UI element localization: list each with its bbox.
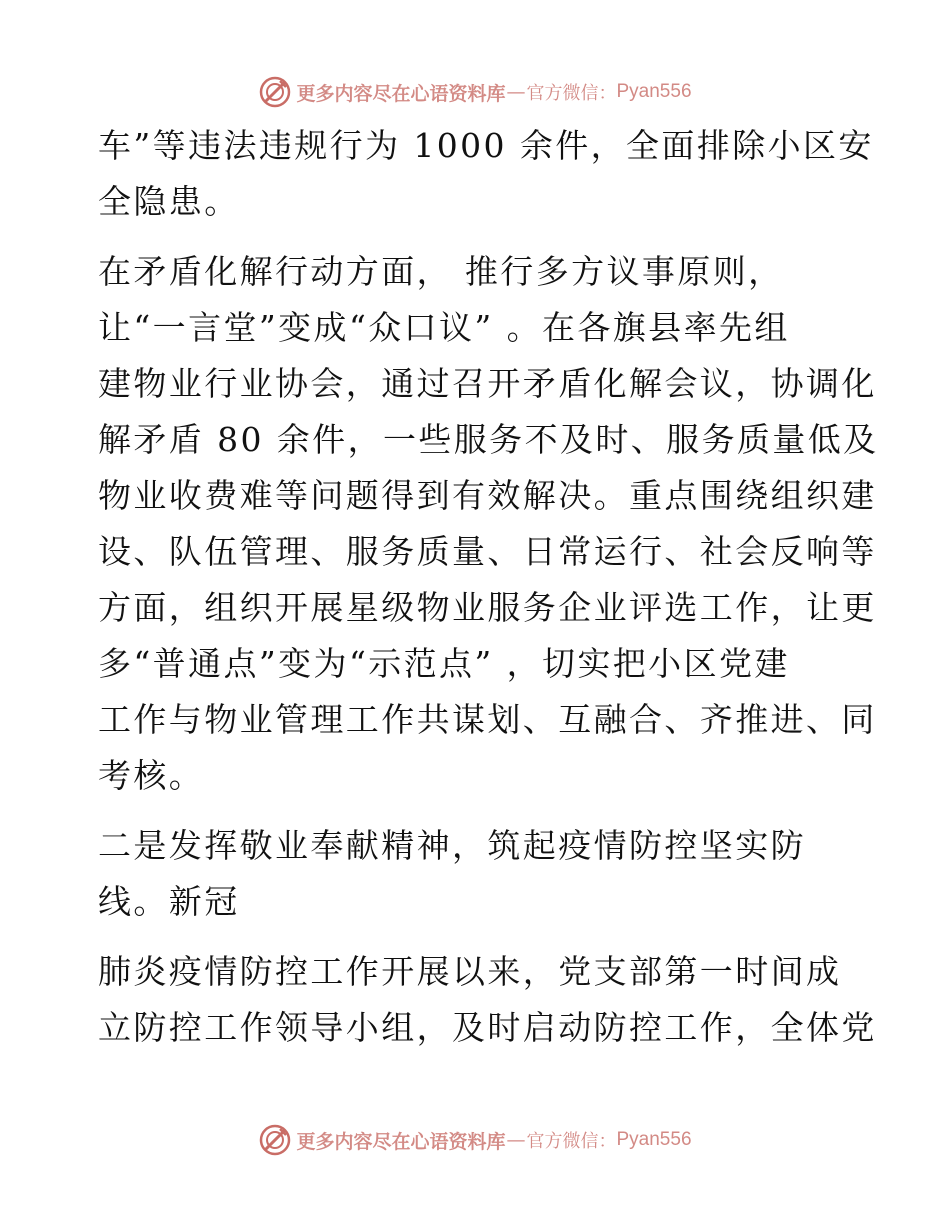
text-line: 二是发挥敬业奉献精神，筑起疫情防控坚实防 <box>98 826 806 865</box>
text-line: 全隐患。 <box>98 182 240 221</box>
watermark-brand: 更多内容尽在心语资料库 <box>296 1130 506 1153</box>
paragraph-4 <box>98 944 877 1056</box>
document-body <box>98 118 879 1056</box>
text-line: 车”等违法违规行为 1000 余件，全面排除小区安 <box>98 126 874 165</box>
text-line: 物业收费难等问题得到有效解决。重点围绕组织建 <box>98 476 877 515</box>
watermark-account: Pyan556 <box>616 81 692 102</box>
paragraph-2 <box>98 244 879 804</box>
watermark-brand: 更多内容尽在心语资料库 <box>296 82 506 105</box>
text-line: 立防控工作领导小组，及时启动防控工作，全体党 <box>98 1008 877 1047</box>
watermark-account: Pyan556 <box>616 1129 692 1150</box>
text-line: 肺炎疫情防控工作开展以来，党支部第一时间成 <box>98 952 842 991</box>
logo-seal-icon <box>258 75 292 109</box>
footer-watermark <box>0 1120 950 1160</box>
paragraph-3 <box>98 818 858 930</box>
paragraph-1 <box>98 118 874 230</box>
text-line: 方面，组织开展星级物业服务企业评选工作，让更 <box>98 588 877 627</box>
text-line: 工作与物业管理工作共谋划、互融合、齐推进、同 <box>98 700 877 739</box>
watermark-dash: — <box>506 1129 526 1151</box>
text-line: 多“普通点”变为“示范点” ，切实把小区党建 <box>98 644 790 683</box>
text-line: 建物业行业协会，通过召开矛盾化解会议，协调化 <box>98 364 877 403</box>
watermark-dash: — <box>506 81 526 103</box>
watermark-official-label: 官方微信： <box>526 83 617 104</box>
text-line: 让“一言堂”变成“众口议” 。在各旗县率先组 <box>98 308 790 347</box>
text-line: 设、队伍管理、服务质量、日常运行、社会反响等 <box>98 532 877 571</box>
text-line: 解矛盾 80 余件，一些服务不及时、服务质量低及 <box>98 420 879 459</box>
watermark-official-label: 官方微信： <box>526 1131 617 1152</box>
logo-seal-icon <box>258 1123 292 1157</box>
text-line: 考核。 <box>98 756 205 795</box>
text-line: 在矛盾化解行动方面， 推行多方议事原则， <box>98 252 784 291</box>
text-line: 线。新冠 <box>98 882 240 921</box>
header-watermark <box>0 72 950 112</box>
